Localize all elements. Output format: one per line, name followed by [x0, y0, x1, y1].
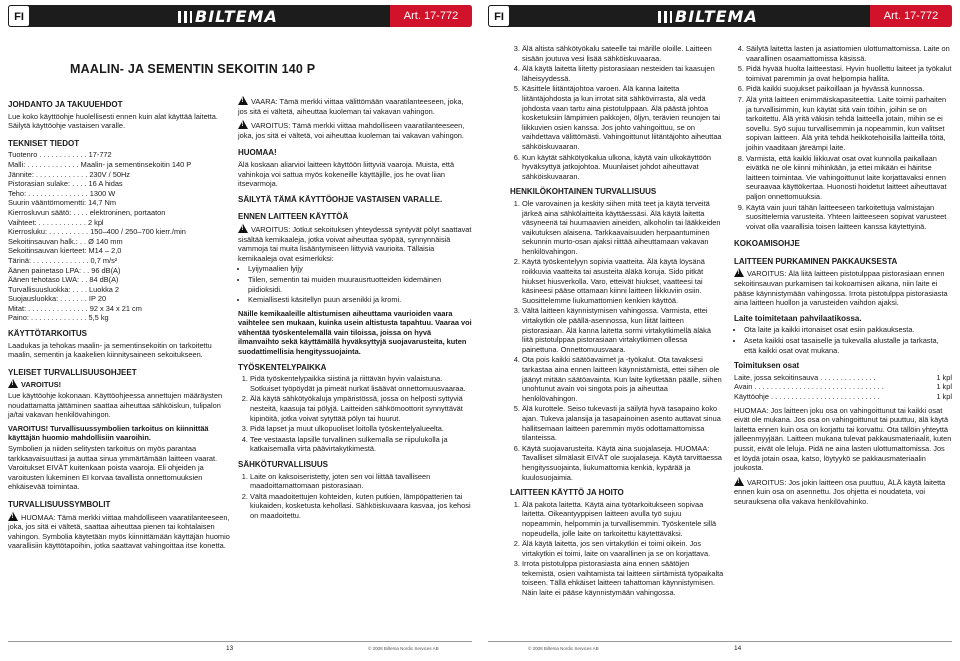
heading: HUOMAA!	[238, 148, 277, 158]
list-item: • Tiilen, sementin tai muiden muurausrtuotteiden kidemäinen piidioksidi.	[248, 275, 472, 294]
heading: JOHDANTO JA TAKUUEHDOT	[8, 100, 123, 109]
list-item: 2. Älä käytä sähkötyökaluja ympäristössä, jossa on helposti syttyviä nesteitä, kaasuja tai pölyjä. Laitteiden sähkömoottorit synnyttävät kipinöitä, jotka voivat sytyttää pölyn tai huurut.	[250, 394, 472, 423]
page-title: MAALIN- JA SEMENTIN SEKOITIN 140 P	[70, 62, 316, 76]
list-item: 7. Älä yritä laitteen enimmäiskapasiteettia. Laite toimii parhaiten ja turvallisimmin, kun käytät sitä vain töihin, joihin se on tarkoitettu. Älä yritä väkisin tehdä laitteella jotain, mihin se ei sovellu. Syö sujuu turvallisemmin ja nopeammin, kun valitset sopivan laitteen. Älä yritä tehdä heikkotehoisilla laitteilla töitä, joihin vaaditaan järeämpi laite.	[746, 95, 952, 153]
warning-icon	[238, 120, 248, 129]
column-4	[734, 44, 952, 508]
list-item: 2. Vältä maadoitettujen kohteiden, kuten putkien, lämpöpatterien tai kiukaiden, kosketusta kehollasi. Sähköiskuvaara kasvaa, jos kehosi on maadoitettu.	[250, 492, 472, 521]
list-item: 4. Säilytä laitetta lasten ja asiattomien ulottumattomissa. Laite on vaarallinen osaamattomissa käsissä.	[746, 44, 952, 63]
paragraph: !HUOMAA: Tämä merkki viittaa mahdolliseen vaaratilanteeseen, joka, jos sitä ei vältetä, saattaa aiheuttaa pienen tai kohtalaisen vahingon. Symbolia käytetään myös kiinnittämään käyttäjän huomio vaarallisiin käyttötapoihin, jotka saattavat vahingoittaa itse konetta.	[8, 512, 230, 551]
heading: TEKNISET TIEDOT	[8, 138, 80, 148]
unpack-list	[734, 325, 952, 355]
paragraph: !VAROITUS: Tämä merkki viittaa mahdolliseen vaaratilanteeseen, joka, jos sitä ei vältetä, voi aiheuttaa kuoleman tai vakavan vahingon.	[238, 120, 472, 140]
heading: SÄHKÖTURVALLISUUS	[238, 460, 328, 469]
spec-row: Jännite: . . . . . . . . . . . . . 230V / 50Hz	[8, 169, 130, 179]
language-code: FI	[488, 5, 510, 27]
paragraph: !VAROITUS: Jotkut sekoituksen yhteydessä syntyvät pölyt saattavat sisältää kemikaaleja, jotka voivat aiheuttaa syöpää, synnynnäisiä vammoja tai muita lisääntymiseen liittyviä vaurioita. Tällaisia kemikaaleja ovat esimerkiksi:	[238, 224, 472, 263]
heading: LAITTEEN KÄYTTÖ JA HOITO	[510, 488, 624, 498]
contents-row	[734, 382, 952, 392]
paragraph: Näille kemikaaleille altistumisen aiheuttama vaurioiden vaara vaihtelee sen mukaan, kuinka usein altistusta tapahtuu. Vaaraa voi vähentää työskentelemällä vain tiloissa, joissa on hyvä ilmanvaihto sekä käyttämällä hyväksyttyjä suojavarusteita, kuten suodattimellisia hengityssuojainta.	[238, 308, 472, 357]
page-number: 13	[226, 645, 234, 652]
heading: Laite toimitetaan pahvilaatikossa.	[734, 313, 862, 323]
warning-label: !VAROITUS!	[8, 379, 230, 390]
list-item: 1. Älä pakota laitetta. Käytä aina työtarkoitukseen sopivaa laitetta. Oikeantyyppisen laitteen avulla työ sujuu nopeammin, helpommin ja turvallisemmin. Työskentele sillä nopeudella, jolle laite on tarkoitettu käytettäväksi.	[522, 500, 724, 538]
page-number: 14	[734, 645, 742, 652]
paragraph: HUOMAA: Jos laitteen joku osa on vahingoittunut tai kaikki osat eivät ole mukana. Jos osa on vahingoittunut tai puuttuu, älä käytä laitetta ennen kuin osa on korjattu tai korvattu. Ota tällöin yhteyttä jälleenmyyjään. Laitteen mukana tulevat pakkausmateriaalit, kuten pussit, eivät ole leluja. Pidä ne aina lasten ulottumattomissa. Jos et löydä jotain osaa, katso, löytyykö se pakkausmateriaalin joukosta.	[734, 405, 952, 473]
footer	[8, 641, 472, 653]
list-item: 3. Vältä laitteen käynnistymisen vahingossa. Varmista, ettei virtakytkin ole päällä-asennossa, kun liität laitteen pistorasiaan. Älä kanna laitetta sormi virtakytkimellä äläkä liitä pistotulppaa pistorasiaan virtakytkimen ollessa painettuna. Onnettomuusvaara.	[522, 306, 724, 354]
personal-safety-list	[510, 199, 724, 482]
list-item: • Ota laite ja kaikki irtonaiset osat esiin pakkauksesta.	[744, 325, 952, 335]
warning-icon	[8, 379, 18, 388]
list-item: 6. Käytä suojavarusteita. Käytä aina suojalaseja. HUOMAA: Tavalliset silmälasit EIVÄT ole suojalaseja. Käytä tarvittaessa hengityssuojainta, liukumattomia kenkiä, kypärää ja kuulosuojaimia.	[522, 444, 724, 482]
list-item: 4. Tee vestaasta lapsille turvallinen sulkemalla se riipulukolla ja katkaisemalla virta päävirtakytkimestä.	[250, 435, 472, 454]
spec-row: Tärinä: . . . . . . . . . . . . . . 0,7 m/s²	[8, 255, 118, 265]
list-item: 2. Älä käytä laitetta, jos sen virtakytkin ei toimi oikein. Jos virtakytkin ei toimi, laite on vaarallinen ja se on korjattava.	[522, 539, 724, 558]
heading: TURVALLISUUSSYMBOLIT	[8, 499, 111, 509]
column-1	[8, 96, 230, 552]
care-list	[510, 500, 724, 598]
heading: LAITTEEN PURKAMINEN PAKKAUKSESTA	[734, 256, 898, 266]
contents-cell: 1 kpl	[936, 382, 952, 392]
page-right	[480, 0, 960, 661]
heading: HENKILÖKOHTAINEN TURVALLISUUS	[510, 187, 657, 197]
spec-row: Vaihteet: . . . . . . . . . . . . 2 kpl	[8, 217, 104, 227]
list-item: 3. Irrota pistotulppa pistorasiasta aina ennen säätöjen tekemistä, osien vaihtamista tai laitteen siirtämistä työpaikalta toiseen. Tällä ehkäiset laitteen tahattoman käynnistymisen. Näin laite ei pääse käynnistymään vahingossa.	[522, 559, 724, 597]
danger-icon	[238, 96, 248, 105]
spec-row: Äänen painetaso LPA: . . 96 dB(A)	[8, 265, 121, 275]
spec-row: Suurin vääntömomentti: 14,7 Nm	[8, 198, 117, 208]
checker-icon	[178, 11, 192, 23]
contents-cell: Avain . . . . . . . . . . . . . . . . . . . . . . . . . . . . . . . .	[734, 382, 884, 392]
list-item: 6. Pidä kaikki suojukset paikoillaan ja hyvässä kunnossa.	[746, 84, 952, 94]
list-item: • Kemiallisesti käsitellyn puun arsenikki ja kromi.	[248, 295, 472, 305]
list-item: 1. Pidä työskentelypaikka siistinä ja riittävän hyvin valaistuna. Sotkuiset työpöydät ja pimeät nurkat lisäävät onnettomuusvaaraa.	[250, 374, 472, 393]
chemical-list	[238, 264, 472, 304]
heading: TYÖSKENTELYPAIKKA	[238, 362, 327, 372]
column-2	[238, 96, 472, 522]
language-code: FI	[8, 5, 30, 27]
list-item: 1. Laite on kaksoiseristetty, joten sen voi liittää tavalliseen maadoittamattomaan pistorasiaan.	[250, 472, 472, 491]
contents-table	[734, 373, 952, 402]
list-item: • Aseta kaikki osat tasaiselle ja tukevalla alustalle ja tarkasta, että kaikki osat ovat mukana.	[744, 336, 952, 355]
spec-row: Kierrosluku: . . . . . . . . . . 150–400 / 250–700 kierr./min	[8, 227, 186, 237]
heading: KÄYTTÖTARKOITUS	[8, 329, 87, 339]
checker-icon	[658, 11, 672, 23]
spec-row: Sekoitinsauvan halk.: . . Ø 140 mm	[8, 236, 123, 246]
contents-cell: Käyttöohje . . . . . . . . . . . . . . . . . . . . . . . . . . .	[734, 392, 880, 401]
warning-icon	[734, 268, 744, 277]
list-item: 2. Käytä työskentelyyn sopivia vaatteita. Älä käytä löysänä roikkuvia vaatteita tai asusteita äläkä koruja. Sido pitkät hiukset hiusverkolla. Varo, etteivät hiukset, vaatteesi tai käsineesi pääse ottamaan kiinni laitteen liikkuviin osiin. Suosittelemme liukumattomien kenkien käyttöä.	[522, 257, 724, 305]
spec-row: Kierrosluvun säätö: . . . . elektroninen, portaaton	[8, 207, 166, 217]
paragraph: VAROITUS! Turvallisuussymbolien tarkoitus on kiinnittää käyttäjän huomio mahdollisiin vaaroihin.	[8, 423, 209, 443]
warning-icon	[8, 512, 18, 521]
electric-list	[238, 472, 472, 521]
copyright: © 2008 Biltema Nordic Services AB	[368, 646, 439, 651]
contents-row	[734, 392, 952, 402]
heading: SÄILYTÄ TÄMÄ KÄYTTÖOHJE VASTAISEN VARALLE.	[238, 194, 443, 204]
heading: ENNEN LAITTEEN KÄYTTÖÄ	[238, 212, 349, 222]
article-number: Art. 17-772	[870, 5, 952, 27]
paragraph: !VAROITUS: Jos jokin laitteen osa puuttuu, ÄLÄ käytä laitetta ennen kuin osa on asennettu. Jos ohjetta ei noudateta, voi seurauksena olla vakava henkilövahinko.	[734, 477, 952, 507]
electric-list-continued	[510, 44, 724, 181]
spec-row: Äänen tehotaso LWA: . . 84 dB(A)	[8, 275, 119, 285]
spec-row: Sekoitinsauvan kierteet: M14 – 2,0	[8, 246, 122, 256]
list-item: 9. Käytä vain juuri tähän laitteeseen tarkoitettuja valmistajan suosittelemia varusteita. Yhteen laitteeseen sopivat varusteet voivat olla vaarallisia toisen laitteen kanssa käytettyinä.	[746, 203, 952, 232]
article-number: Art. 17-772	[390, 5, 472, 27]
brand-logo: BILTEMA	[178, 7, 278, 26]
paragraph: !VAARA: Tämä merkki viittaa välittömään vaaratilanteeseen, joka, jos sitä ei vältetä, aiheuttaa kuoleman tai vakavan vahingon.	[238, 96, 472, 116]
spec-list	[8, 150, 230, 323]
list-item: 5. Käsittele liitäntäjohtoa varoen. Älä kanna laitetta liitäntäjohdosta ja kun irrotat sitä sähkövirrasta, älä vedä johdosta vaan tartu aina pistotulppaan. Älä päästä johtoa kosketuksiin lämpimien pakkojen, öljyn, terävien reunojen tai liikkuvien osien kanssa. Jos johto vahingoittuu, se on vaihdettava välittömästi. Vahingoittunut liitäntäjohto aiheuttaa sähköiskuvaaran.	[522, 84, 724, 151]
header-bar	[8, 5, 472, 27]
warning-icon	[734, 477, 744, 486]
spec-row: Paino: . . . . . . . . . . . . . . 5,5 kg	[8, 313, 109, 323]
spec-row: Malli: . . . . . . . . . . . . . Maalin- ja sementinsekoitin 140 P	[8, 159, 192, 169]
paragraph: Symbolien ja niiden selitysten tarkoitus on myös parantaa tarkkaavaisuuttasi ja auttaa sinua ymmärtämään laitteen vaarat. Varoitukset EIVÄT kuitenkaan poista vaaroja. Eli ohjeiden ja varoitusten lukeminen EI korvaa tavallista onnettomuuksien ehkäisevää toimintaa.	[8, 444, 218, 492]
spec-row: Turvallisuusluokka: . . . . Luokka 2	[8, 284, 120, 294]
heading: KOKOAMISOHJE	[734, 239, 800, 249]
list-item: 4. Älä käytä laitetta liitetty pistorasiaan nesteiden tai kaasujen läheisyydessä.	[522, 64, 724, 83]
spec-row: Suojausluokka: . . . . . . . IP 20	[8, 294, 107, 304]
list-item: 3. Älä altista sähkötyökalu sateelle tai märille oloille. Laitteen sisään joutuva vesi lisää sähköiskuvaaraa.	[522, 44, 724, 63]
contents-cell: 1 kpl	[936, 392, 952, 401]
heading: YLEISET TURVALLISUUSOHJEET	[8, 367, 137, 377]
work-list	[238, 374, 472, 454]
list-item: 1. Ole varovainen ja keskity siihen mitä teet ja käytä terveitä järkeä aina sähkölaitteita käyttäessäsi. Älä käytä laitetta väsyneenä tai huumaavien aineiden, alkoholin tai lääkkeiden vaikutuksen alaisena. Tarkkaavaisuuden herpaantuminen sekunnin murto-osan ajaksi riittää aiheuttamaan vakavan henkilövahingon.	[522, 199, 724, 257]
paragraph: Lue koko käyttöohje huolellisesti ennen kuin alat käyttää laitetta. Säilytä käyttöohje vastaisen varalle.	[8, 111, 218, 131]
spec-row: Tuotenro . . . . . . . . . . . . 17-772	[8, 150, 112, 160]
contents-cell: Laite, jossa sekoitinsauva . . . . . . . . . . . . . .	[734, 372, 876, 382]
list-item: 5. Älä kurottele. Seiso tukevasti ja säilytä hyvä tasapaino koko ajan. Tukeva jalansija ja tasapainoinen asento auttavat sinua hallitsemaan laitteen paremmin myös odottamattomissa tilanteissa.	[522, 404, 724, 442]
list-item: 8. Varmista, että kaikki liikkuvat osat ovat kunnolla paikallaan eivätkä ne ole kiinni mihinkään, ja ettei mikään ei häiritse laitteen toimintaa. Vie vahingoittunut laite korjattavaksi ennen seuraavaa käyttökertaa. Huonosti hoidetut laitteet aiheuttavat paljon onnettomuuksia.	[746, 154, 952, 202]
contents-cell: 1 kpl	[936, 372, 952, 382]
list-item: 3. Pidä lapset ja muut ulkopuoliset loitolla työskentelyalueelta.	[250, 424, 472, 434]
spec-row: Teho: . . . . . . . . . . . . . . . 1300 W	[8, 188, 116, 198]
column-3	[510, 44, 724, 599]
heading: Toimituksen osat	[734, 361, 800, 371]
paragraph: Laadukas ja tehokas maalin- ja sementinsekoitin on tarkoitettu maalin, sementin ja kaakelien kiinnitysaineen sekoitukseen.	[8, 340, 212, 360]
header-bar	[488, 5, 952, 27]
list-item: 4. Ota pois kaikki säätöavaimet ja -työkalut. Ota tavaksesi tarkastaa aina ennen laitteen käynnistämistä, ettei siihen ole jäänyt mitään säätöavainta. Kun laite kytketään päälle, siihen unohtunut avain voi singota pois ja aiheuttaa henkilövahingon.	[522, 355, 724, 403]
brand-logo: BILTEMA	[658, 7, 758, 26]
list-item: 6. Kun käytät sähkötyökalua ulkona, käytä vain ulkokäyttöön hyväksyttyä jatkojohtoa. Muunlaiset johdot aiheuttavat sähköiskuvaaran.	[522, 153, 724, 182]
spec-row: Pistorasian sulake: . . . . 16 A hidas	[8, 179, 123, 189]
copyright: © 2008 Biltema Nordic Services AB	[528, 646, 599, 651]
care-list-continued	[734, 44, 952, 231]
list-item: 5. Pidä hyvää huolta laitteestasi. Hyvin huollettu laiteet ja työkalut toimivat paremmin ja ovat helpompia hallita.	[746, 64, 952, 83]
paragraph: Lue käyttöohje kokonaan. Käyttöohjeessa annettujen määräysten noudattamatta jättäminen saattaa aiheuttaa sähköiskun, tulipalon ja/tai vakavan henkilövahingon.	[8, 391, 223, 420]
spec-row: Mitat: . . . . . . . . . . . . . . . 92 x 34 x 21 cm	[8, 303, 142, 313]
footer	[488, 641, 952, 653]
paragraph: Älä koskaan aliarvioi laitteen käyttöön liittyviä vaaroja. Muista, että vahinkoja voi sattua myös kokeneille käyttäjille, jos he ovat liian itsevarmoja.	[238, 159, 455, 189]
warning-icon	[238, 224, 248, 233]
paragraph: !VAROITUS: Älä liitä laitteen pistotulppaa pistorasiaan ennen sekoitinsauvan purkamisen tai kokoamisen aikana, niin laite ei pääse käynnistymään vahingossa. Irrota pistotulppa pistorasiasta aina laitteen huollon ja varusteiden vaihdon ajaksi.	[734, 268, 952, 307]
list-item: • Lyijymaalien lyijy	[248, 264, 472, 274]
contents-row	[734, 373, 952, 383]
